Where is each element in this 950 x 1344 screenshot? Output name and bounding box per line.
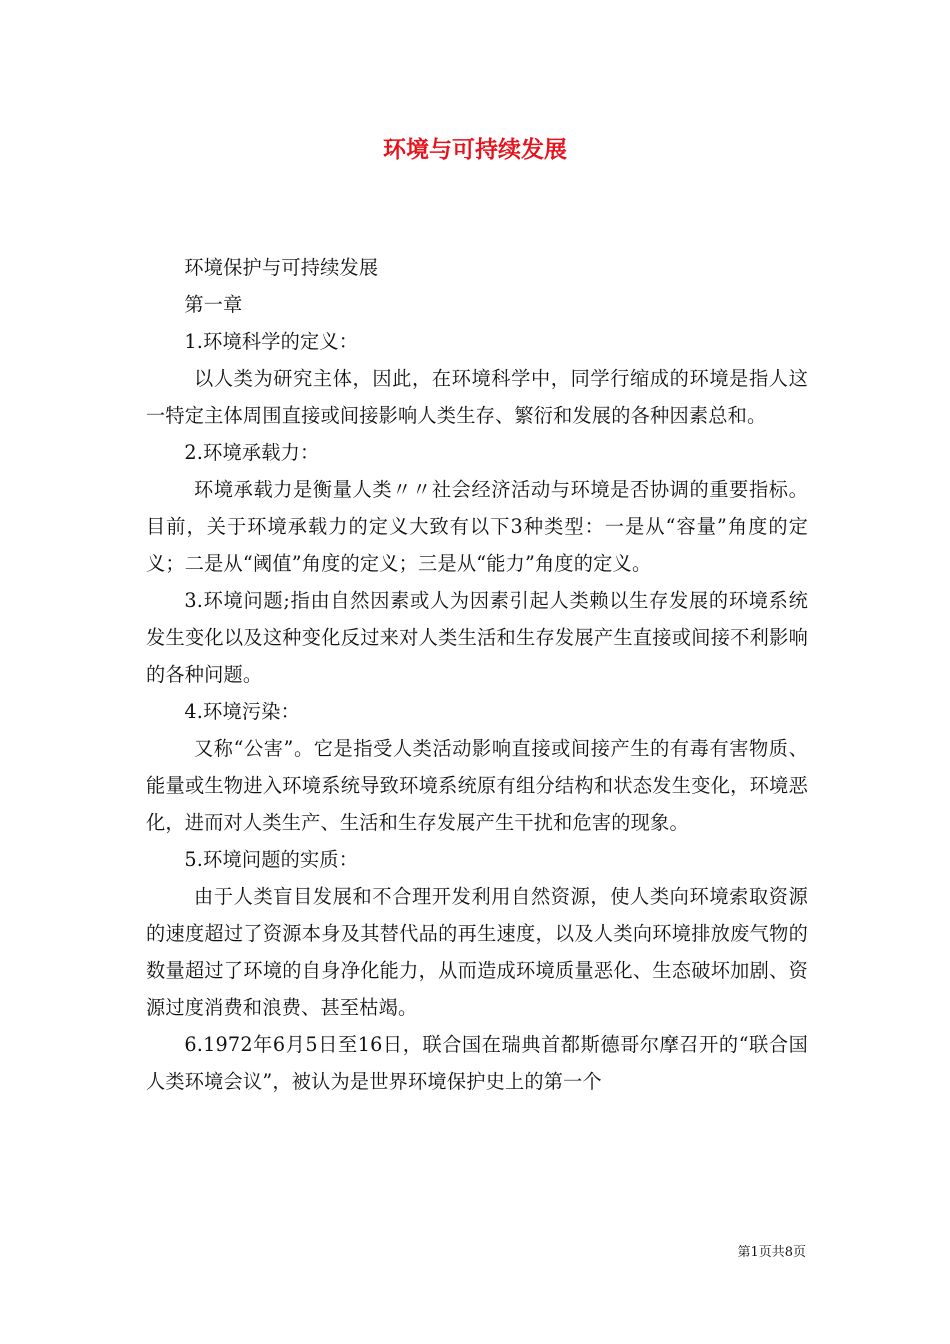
paragraph-heading-4: 4.环境污染： <box>184 700 301 723</box>
page-title: 环境与可持续发展 <box>383 136 567 163</box>
paragraph-content-1: 以人类为研究主体，因此，在环境科学中，同学行缩成的环境是指人这一特定主体周围直接或间接影响人类生存、繁衍和发展的各种因素总和。 <box>146 367 808 427</box>
paragraph-heading-5: 5.环境问题的实质： <box>184 848 359 871</box>
paragraph-content-5: 由于人类盲目发展和不合理开发利用自然资源，使人类向环境索取资源的速度超过了资源本身及其替代品的再生速度，以及人类向环境排放废气物的数量超过了环境的自身净化能力，从而造成环境质量恶化、生态破坏加剧、资源过度消费和浪费、甚至枯竭。 <box>146 885 808 1019</box>
paragraph-content-4: 又称“公害”。它是指受人类活动影响直接或间接产生的有毒有害物质、能量或生物进入环境系统导致环境系统原有组分结构和状态发生变化，环境恶化，进而对人类生产、生活和生存发展产生干扰和危害的现象。 <box>146 737 808 834</box>
document-body <box>146 249 808 1100</box>
paragraph-subtitle: 环境保护与可持续发展 <box>184 256 379 279</box>
page-number: 第1页共8页 <box>737 1245 806 1260</box>
paragraph-content-2: 环境承载力是衡量人类〃〃社会经济活动与环境是否协调的重要指标。目前，关于环境承载力的定义大致有以下3种类型：一是从“容量”角度的定义；二是从“阈值”角度的定义；三是从“能力”角度的定义。 <box>146 478 808 575</box>
paragraph-heading-1: 1.环境科学的定义： <box>184 330 359 353</box>
paragraph-heading-2: 2.环境承载力： <box>184 441 320 464</box>
paragraph-content-6: 6.1972年6月5日至16日，联合国在瑞典首都斯德哥尔摩召开的“联合国人类环境会议”，被认为是世界环境保护史上的第一个 <box>146 1033 808 1093</box>
paragraph-content-3: 3.环境问题;指由自然因素或人为因素引起人类赖以生存发展的环境系统发生变化以及这种变化反过来对人类生活和生存发展产生直接或间接不利影响的各种问题。 <box>146 589 808 686</box>
paragraph-chapter: 第一章 <box>184 293 243 316</box>
